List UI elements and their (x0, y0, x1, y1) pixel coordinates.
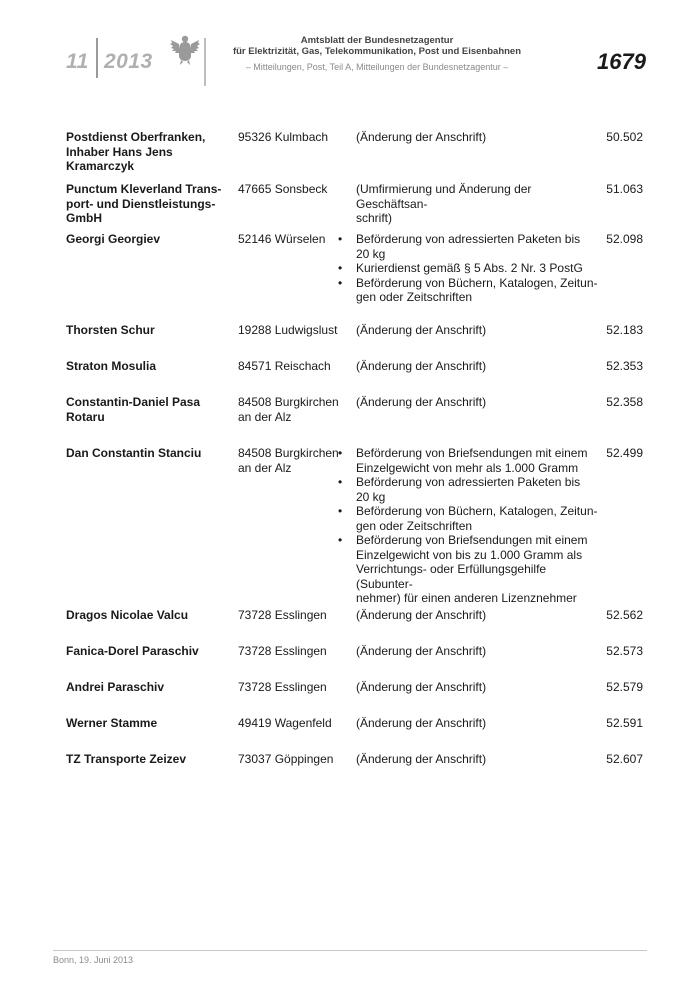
licensee-name-line: Fanica-Dorel Paraschiv (66, 644, 199, 658)
licensee-name-line: Dragos Nicolae Valcu (66, 608, 189, 622)
license-number: 52.607 (606, 752, 643, 766)
service-bullet-item (356, 504, 606, 533)
licensee-name-line: port- und Dienstleistungs- (66, 196, 216, 211)
licensee-city-line: 73728 Esslingen (238, 680, 327, 694)
publication-date: Bonn, 19. Juni 2013 (53, 955, 134, 965)
header-divider (204, 38, 206, 86)
license-description (356, 395, 606, 410)
license-description (356, 446, 606, 606)
license-number: 52.358 (606, 395, 643, 409)
license-description (356, 680, 606, 695)
licensee-name (66, 716, 226, 731)
licensee-city (238, 323, 342, 338)
license-description (356, 608, 606, 623)
issue-number: 11 (66, 50, 89, 73)
bullet-line: • Beförderung von Briefsendungen mit einem (356, 446, 588, 460)
bullet-line: • Beförderung von adressierten Paketen bis (356, 232, 581, 246)
licensee-name (66, 446, 226, 461)
service-bullet-item (356, 533, 606, 606)
licensee-name-line: Postdienst Oberfranken, (66, 130, 206, 144)
publication-subtitle: – Mitteilungen, Post, Teil A, Mitteilungen der Bundesnetzagentur – (245, 62, 509, 72)
licensee-city (238, 680, 342, 695)
description-line: (Änderung der Anschrift) (356, 608, 487, 622)
license-number: 52.591 (606, 716, 643, 730)
header-divider (96, 38, 98, 78)
licensee-city (238, 395, 342, 424)
footer-divider (53, 950, 647, 951)
licensee-name (66, 752, 226, 767)
service-bullet-item (356, 475, 606, 504)
licensee-city-line: 47665 Sonsbeck (238, 182, 328, 196)
license-number: 52.098 (606, 232, 643, 246)
license-description (356, 130, 606, 145)
license-description (356, 644, 606, 659)
licensee-city (238, 232, 342, 247)
issue-label (66, 50, 153, 74)
licensee-city-line: 84571 Reischach (238, 359, 331, 373)
licensee-name (66, 644, 226, 659)
bullet-line: nehmer) für einen anderen Lizenznehmer (356, 591, 577, 605)
bullet-line: gen oder Zeitschriften (356, 518, 473, 533)
licensee-city-line: 73728 Esslingen (238, 608, 327, 622)
license-number: 52.573 (606, 644, 643, 658)
licensee-city-line: 52146 Würselen (238, 232, 326, 246)
licensee-city (238, 359, 342, 374)
licensee-name-line: Constantin-Daniel Pasa (66, 395, 201, 409)
bullet-line: • Beförderung von Briefsendungen mit einem (356, 533, 588, 547)
licensee-name (66, 359, 226, 374)
license-number: 52.183 (606, 323, 643, 337)
bullet-line: 20 kg (356, 246, 386, 261)
bullet-line: 20 kg (356, 489, 386, 504)
license-number: 52.579 (606, 680, 643, 694)
bullet-line: gen oder Zeitschriften (356, 290, 473, 304)
description-line: (Änderung der Anschrift) (356, 395, 487, 409)
licensee-name-line: Punctum Kleverland Trans- (66, 182, 222, 196)
license-number: 52.353 (606, 359, 643, 373)
licensee-city-line: 84508 Burgkirchen (238, 395, 339, 409)
licensee-city-line: 73037 Göppingen (238, 752, 334, 766)
licensee-city-line: 19288 Ludwigslust (238, 323, 338, 337)
licensee-name-line: Kramarczyk (66, 159, 135, 173)
bullet-line: Verrichtungs- oder Erfüllungsgehilfe (Subunter- (356, 562, 547, 591)
licensee-city (238, 182, 342, 197)
license-number: 50.502 (606, 130, 643, 144)
license-description (356, 232, 606, 305)
licensee-city-line: an der Alz (238, 409, 292, 424)
license-description (356, 752, 606, 767)
service-bullet-item (356, 232, 606, 261)
service-bullet-item (356, 446, 606, 475)
licensee-name-line: GmbH (66, 211, 102, 225)
bullet-line: • Kurierdienst gemäß § 5 Abs. 2 Nr. 3 PostG (356, 261, 583, 275)
licensee-name-line: Thorsten Schur (66, 323, 155, 337)
publication-title: Amtsblatt der Bundesnetzagentur für Elektrizität, Gas, Telekommunikation, Post und Eisenbahnen (232, 35, 522, 57)
description-line: (Änderung der Anschrift) (356, 359, 487, 373)
license-number: 52.562 (606, 608, 643, 622)
licensee-city (238, 130, 342, 145)
licensee-city (238, 752, 342, 767)
license-description (356, 323, 606, 338)
licensee-name (66, 680, 226, 695)
licensee-name-line: Dan Constantin Stanciu (66, 446, 202, 460)
licensee-city (238, 446, 342, 475)
description-line: schrift) (356, 211, 392, 225)
description-line: (Änderung der Anschrift) (356, 716, 487, 730)
licensee-name (66, 395, 226, 424)
licensee-name (66, 130, 226, 174)
licensee-city-line: 73728 Esslingen (238, 644, 327, 658)
licensee-city-line: an der Alz (238, 460, 292, 475)
description-line: (Umfirmierung und Änderung der Geschäftsan- (356, 182, 532, 211)
licensee-city-line: 84508 Burgkirchen (238, 446, 339, 460)
licensee-name-line: Rotaru (66, 409, 105, 424)
licensee-name-line: Andrei Paraschiv (66, 680, 165, 694)
description-line: (Änderung der Anschrift) (356, 680, 487, 694)
bullet-line: Einzelgewicht von mehr als 1.000 Gramm (356, 460, 579, 475)
license-description (356, 716, 606, 731)
licensee-name (66, 323, 226, 338)
description-line: (Änderung der Anschrift) (356, 752, 487, 766)
licensee-city (238, 716, 342, 731)
licensee-name-line: Straton Mosulia (66, 359, 157, 373)
license-number: 51.063 (606, 182, 643, 196)
service-bullet-item (356, 276, 606, 305)
licensee-name (66, 608, 226, 623)
licensee-name-line: TZ Transporte Zeizev (66, 752, 187, 766)
licensee-city (238, 644, 342, 659)
license-description (356, 182, 606, 226)
service-bullet-item (356, 261, 606, 276)
bullet-line: Einzelgewicht von bis zu 1.000 Gramm als (356, 547, 583, 562)
licensee-city-line: 49419 Wagenfeld (238, 716, 332, 730)
bullet-line: • Beförderung von Büchern, Katalogen, Zeitun- (356, 504, 598, 518)
page-number: 1679 (597, 49, 646, 74)
issue-year: 2013 (104, 50, 153, 73)
license-number: 52.499 (606, 446, 643, 460)
description-line: (Änderung der Anschrift) (356, 644, 487, 658)
licensee-name-line: Inhaber Hans Jens (66, 144, 173, 159)
licensee-name (66, 182, 226, 226)
licensee-city (238, 608, 342, 623)
licensee-city-line: 95326 Kulmbach (238, 130, 329, 144)
licensee-name (66, 232, 226, 247)
description-line: (Änderung der Anschrift) (356, 323, 487, 337)
licensee-name-line: Georgi Georgiev (66, 232, 161, 246)
license-description (356, 359, 606, 374)
description-line: (Änderung der Anschrift) (356, 130, 487, 144)
federal-eagle-icon (170, 34, 200, 66)
bullet-line: • Beförderung von Büchern, Katalogen, Zeitun- (356, 275, 598, 290)
licensee-name-line: Werner Stamme (66, 716, 158, 730)
bullet-line: • Beförderung von adressierten Paketen bis (356, 475, 581, 489)
